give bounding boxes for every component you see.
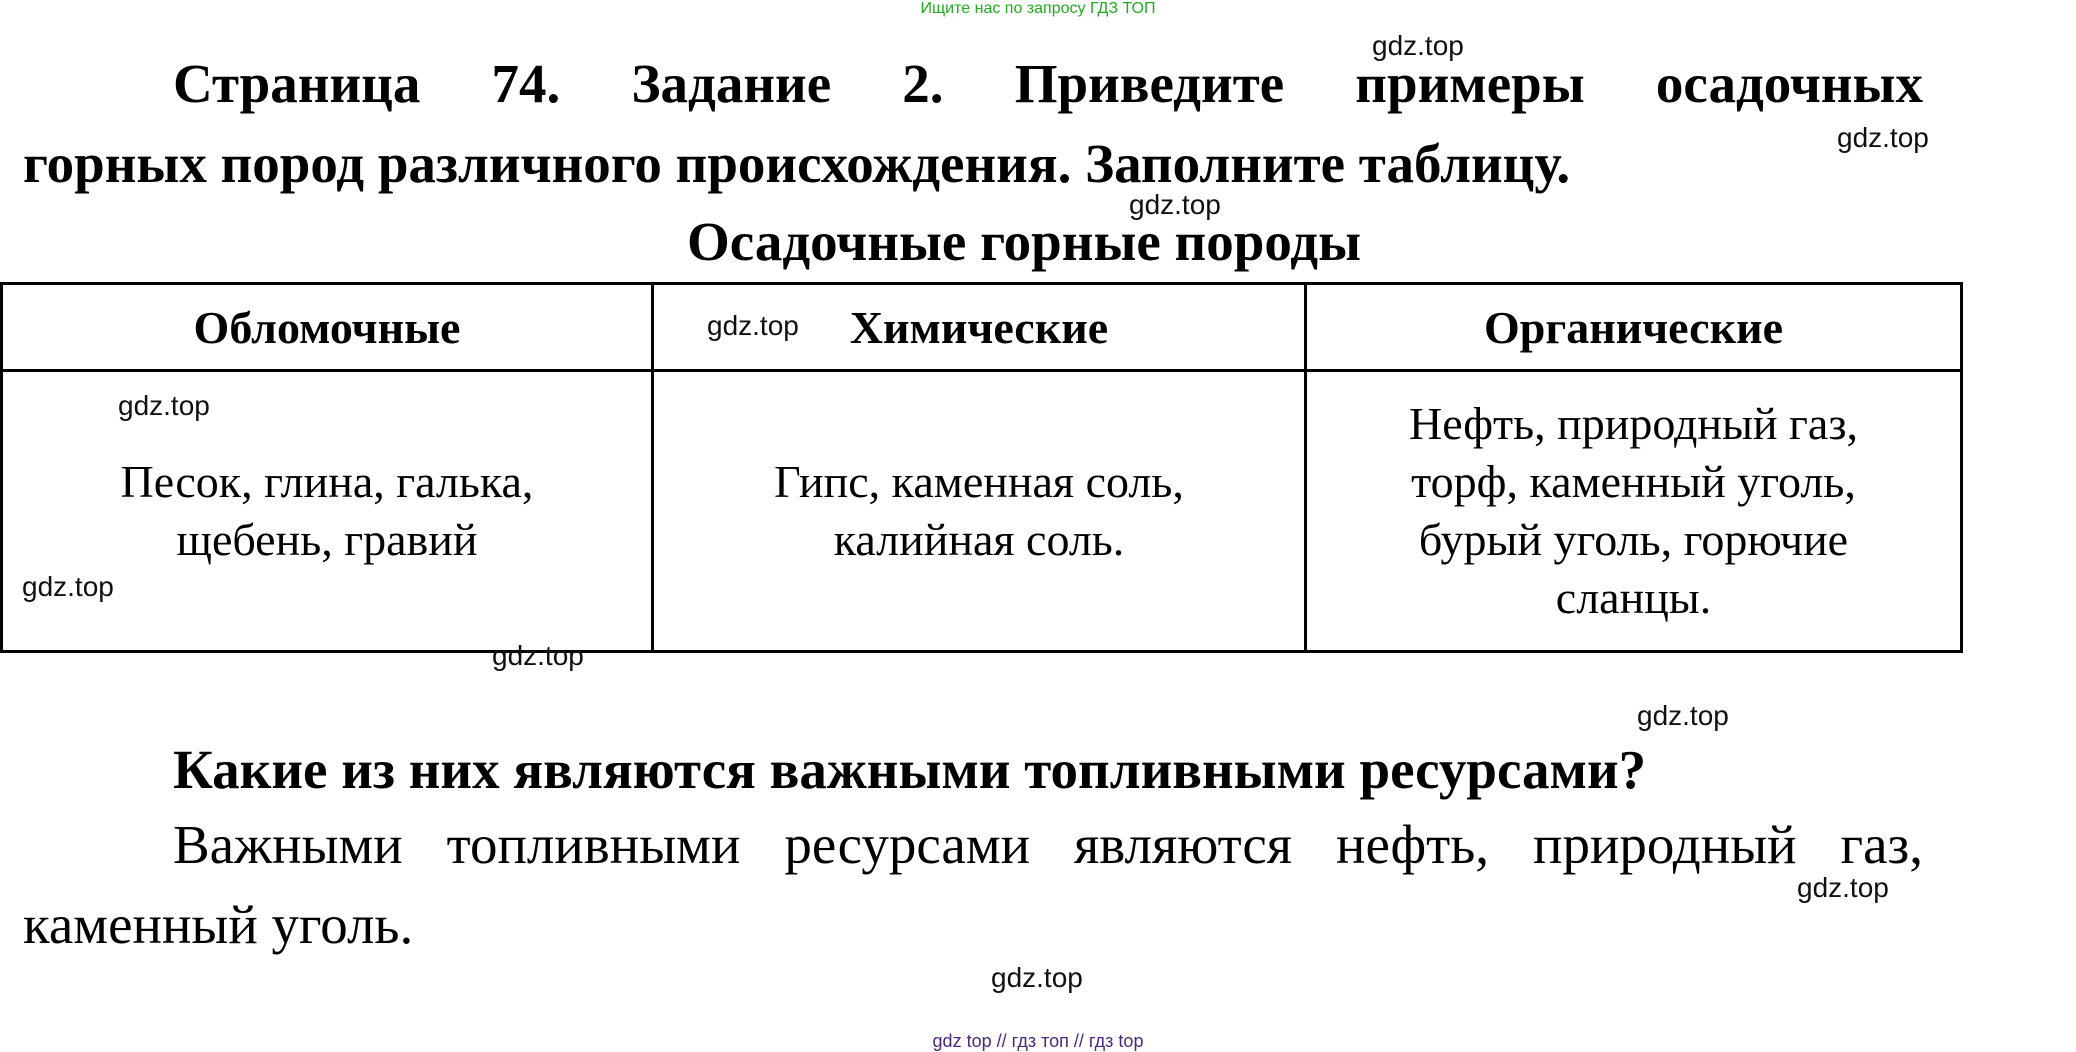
- watermark: gdz.top: [22, 571, 114, 602]
- watermark: gdz.top: [1837, 122, 1929, 153]
- task-title-line2: горных пород различного происхождения. Заполните таблицу.: [23, 133, 1571, 194]
- rocks-table: [0, 282, 1963, 653]
- watermark: gdz.top: [991, 962, 1083, 993]
- question-text: Какие из них являются важными топливными ресурсами?: [173, 739, 1647, 800]
- footer-watermark: gdz top // гдз топ // гдз top: [932, 1031, 1144, 1051]
- watermark: gdz.top: [1797, 872, 1889, 903]
- watermark: gdz.top: [118, 390, 210, 421]
- answer-line1: Важными топливными ресурсами являются нефть, природный газ,: [173, 814, 1923, 875]
- watermark: gdz.top: [1372, 30, 1464, 61]
- watermark: gdz.top: [492, 640, 584, 671]
- cell-clastic-text: Песок, глина, галька, щебень, гравий: [120, 456, 534, 565]
- header-organic: Органические: [1306, 284, 1962, 371]
- cell-clastic: [2, 371, 653, 652]
- watermark: gdz.top: [1637, 700, 1729, 731]
- watermark: gdz.top: [1129, 189, 1221, 220]
- cell-chemical: [653, 371, 1306, 652]
- answer-line2: каменный уголь.: [23, 894, 414, 955]
- table-row: [2, 371, 1962, 652]
- cell-chemical-text: Гипс, каменная соль, калийная соль.: [774, 456, 1184, 565]
- header-clastic: Обломочные: [2, 284, 653, 371]
- cell-organic: [1306, 371, 1962, 652]
- cell-organic-text: Нефть, природный газ, торф, каменный уголь, бурый уголь, горючие сланцы.: [1409, 398, 1858, 623]
- search-banner: Ищите нас по запросу ГДЗ ТОП: [920, 0, 1156, 17]
- header-chemical: Химические: [653, 284, 1306, 371]
- watermark: gdz.top: [707, 310, 799, 341]
- task-title-line1: Страница 74. Задание 2. Приведите примеры осадочных: [173, 53, 1923, 114]
- table-header-row: [2, 284, 1962, 371]
- table-title: Осадочные горные породы: [687, 211, 1362, 272]
